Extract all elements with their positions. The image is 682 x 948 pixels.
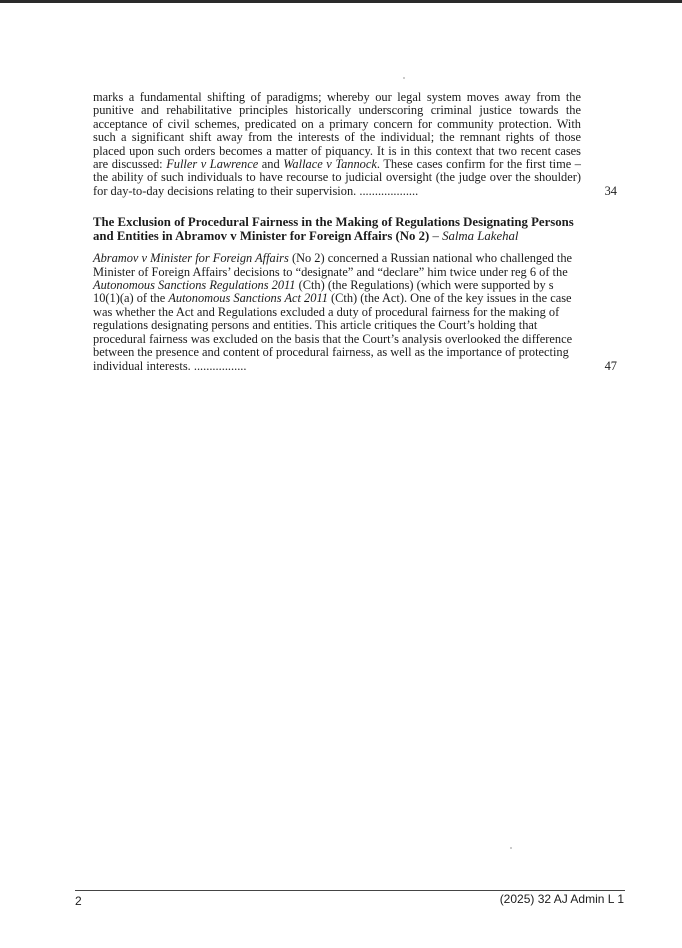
entry-1-summary (93, 91, 581, 198)
case-name: Fuller v Lawrence (166, 157, 259, 172)
scan-speck (510, 847, 512, 849)
legislation-name: Autonomous Sanctions Regulations 2011 (93, 278, 296, 293)
footer-citation: (2025) 32 AJ Admin L 1 (499, 892, 624, 906)
entry-2-title[interactable] (93, 215, 593, 243)
dot-leader: ................. (193, 358, 247, 373)
case-name: Wallace v Tannock (283, 157, 377, 172)
scan-speck (403, 77, 405, 79)
author-name: Salma Lakehal (442, 229, 519, 244)
entry-2-summary (93, 252, 581, 373)
summary-text: (Cth) (the Act). One of the key issues in the case was whether the Act and Regulations excluded a duty of procedural fairness for the making of regulations designating persons and entities. This article critiques the Court’s holding that procedural fairness was excluded on the basis that the Court’s analysis overlooked the difference between the presence and content of procedural fairness, as well as the importance of protecting individual interests. (93, 291, 573, 373)
summary-text: (No 2) concerned a Russian national who challenged the Minister of Foreign Affairs’ decisions to “designate” and “declare” him twice under reg 6 of the (93, 251, 573, 279)
summary-text: and (258, 157, 284, 172)
summary-text: (Cth) (the Regulations) (which were supported by s 10(1)(a) of the (93, 278, 554, 306)
contents-entry-2 (93, 252, 617, 373)
case-name: Abramov v Minister for Foreign Affairs (93, 251, 289, 266)
footer-page-number: 2 (75, 894, 82, 908)
footer-rule (75, 890, 625, 891)
legislation-name: Autonomous Sanctions Act 2011 (168, 291, 328, 306)
title-dash: – (429, 229, 443, 244)
dot-leader: ................... (359, 183, 419, 198)
entry-2-page-number[interactable]: 47 (604, 358, 617, 373)
entry-1-page-number[interactable]: 34 (604, 183, 617, 198)
summary-text: . These cases confirm for the first time – the ability of such individuals to have recourse to judicial oversight (the judge over the shoulder) for day-to-day decisions relating to their supervision. (93, 157, 581, 198)
contents-entry-1 (93, 91, 617, 198)
top-border-rule (0, 0, 682, 3)
article-title: The Exclusion of Procedural Fairness in the Making of Regulations Designating Persons and Entities in Abramov v Minister for Foreign Affairs (No 2) (93, 215, 574, 244)
summary-text: marks a fundamental shifting of paradigms; whereby our legal system moves away from the punitive and rehabilitative principles historically underscoring criminal justice towards the acceptance of civil schemes, predicated on a primary concern for community protection. With such a significant shift away from the interests of the individual; the remnant rights of those placed upon such orders becomes a matter of piquancy. It is in this context that two recent cases are discussed: (93, 90, 581, 172)
contents-page (93, 91, 617, 373)
